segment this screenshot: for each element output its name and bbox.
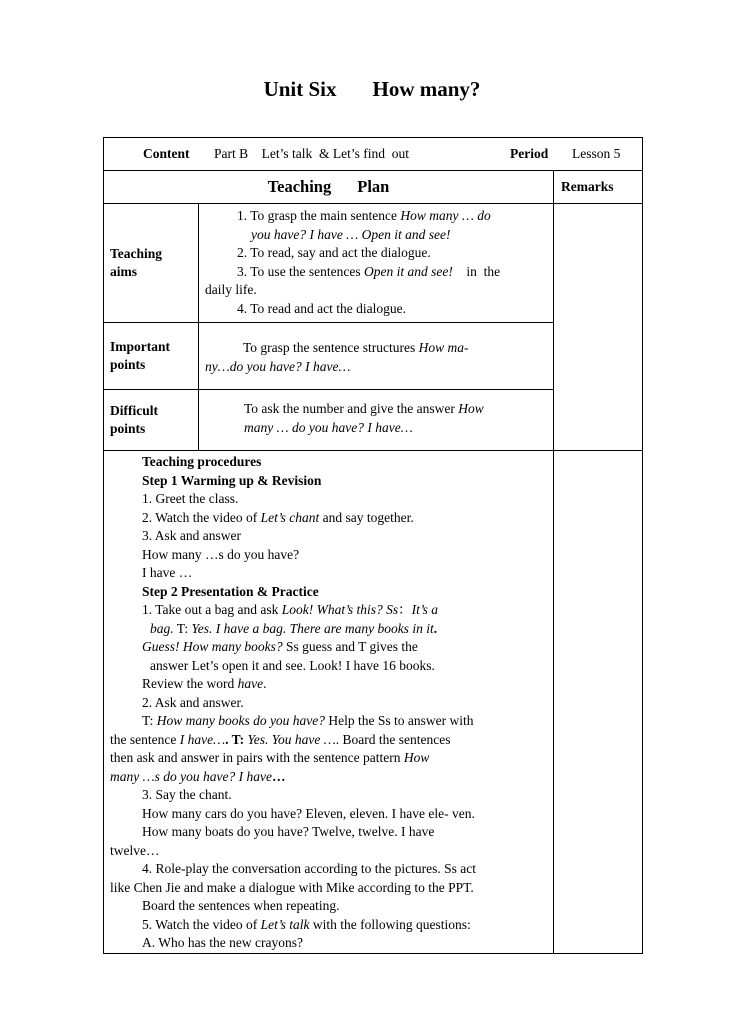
s1-2-italic: Let’s chant [260, 509, 320, 525]
page-title [0, 77, 744, 102]
p18-text: 5. Watch the video of [142, 916, 261, 932]
p8-text: the sentence [110, 731, 180, 747]
procedures-content [104, 451, 554, 954]
aim-1-line-2: you have? I have … Open it and see! [251, 226, 451, 242]
p2-italic: bag. [150, 620, 174, 636]
aim-3-line-2: daily life. [205, 282, 257, 297]
step-2-line-1 [110, 601, 547, 620]
step-2-line-10 [110, 768, 547, 787]
step-1-item-5: I have … [142, 565, 193, 580]
p7-tail: Help the Ss to answer with [325, 713, 474, 728]
plan-heading-row [104, 171, 643, 204]
p18-tail: with the following questions: [309, 916, 471, 932]
important-italic-1: How ma- [418, 340, 469, 355]
aims-label [104, 204, 199, 323]
p9-italic: How [403, 750, 430, 765]
p8-italic: I have… [179, 731, 226, 747]
remarks-cell-bottom [554, 451, 643, 954]
step-2-line-16: like Chen Jie and make a dialogue with Mike according to the PPT. [110, 879, 474, 895]
step-2-line-9 [110, 749, 547, 768]
plan-heading-cell [104, 171, 554, 204]
important-line-1 [205, 339, 527, 358]
step-2-line-4: answer Let’s open it and see. Look! I have 16 books. [150, 657, 435, 673]
step-2-line-7 [110, 712, 547, 731]
aim-3-italic: Open it and see! [364, 263, 453, 279]
unit-title: Unit Six [263, 77, 337, 101]
period-label: Period [510, 146, 549, 161]
plan-word: Plan [357, 176, 390, 196]
p3-text: Ss guess and T gives the [282, 639, 418, 654]
step-2-line-15: 4. Role-play the conversation according to the pictures. Ss act [142, 861, 477, 876]
p5-dot: . [263, 676, 267, 691]
step-1-heading: Step 1 Warming up & Revision [142, 472, 322, 488]
p1-italic-2: It’s a [411, 602, 439, 617]
aim-1-text: 1. To grasp the main sentence [237, 208, 401, 223]
aim-1-italic: How many … do [400, 208, 491, 223]
difficult-italic-1: How [458, 401, 484, 416]
step-2-line-2 [110, 620, 547, 639]
important-label [104, 323, 199, 390]
step-2-line-8 [110, 731, 547, 750]
difficult-line-1 [244, 400, 545, 419]
procedures-heading: Teaching procedures [142, 454, 262, 469]
aims-row [104, 204, 643, 323]
step-2-line-3 [110, 638, 547, 657]
p8-mid: . T: [225, 731, 248, 747]
step-2-line-12: How many cars do you have? Eleven, eleven. I have ele- ven. [142, 805, 475, 821]
lesson-plan-table [103, 137, 643, 954]
p10-italic: many …s do you have? I have [110, 768, 272, 784]
p8-tail: . Board the sentences [335, 731, 451, 747]
remarks-heading: Remarks [554, 171, 643, 204]
header-cell [104, 138, 643, 171]
p3-italic: Guess! How many books? [142, 639, 283, 654]
step-2-line-6: 2. Ask and answer. [142, 694, 244, 710]
p7-text: T: [142, 713, 157, 728]
p10-dots: … [271, 768, 286, 784]
content-label: Content [143, 146, 190, 161]
step-2-line-18 [110, 916, 547, 935]
step-2-line-11: 3. Say the chant. [142, 787, 232, 802]
p18-italic: Let’s talk [260, 916, 310, 932]
aim-2: 2. To read, say and act the dialogue. [237, 245, 431, 260]
p2-text: T: [173, 620, 192, 636]
aims-label-line-2: aims [110, 264, 137, 279]
important-label-line-1: Important [110, 338, 170, 354]
p1-text: 1. Take out a bag and ask [142, 602, 282, 617]
p9-text: then ask and answer in pairs with the sentence pattern [110, 750, 404, 765]
s1-2-tail: and say together. [319, 509, 414, 525]
important-label-line-2: points [110, 357, 146, 372]
p2-italic-2: Yes. I have a bag. There are many books in it [191, 620, 434, 636]
step-2-line-13: How many boats do you have? Twelve, twelve. I have [142, 824, 435, 839]
p8-italic-2: Yes. You have … [247, 731, 336, 747]
aim-3-text: 3. To use the sentences [237, 263, 365, 279]
step-2-line-17: Board the sentences when repeating. [142, 898, 340, 913]
aims-content [199, 204, 554, 323]
remarks-cell-top [554, 204, 643, 451]
step-1-item-4: How many …s do you have? [142, 546, 300, 562]
difficult-text: To ask the number and give the answer [244, 401, 459, 416]
p1-colon: ： [398, 602, 412, 617]
important-text: To grasp the sentence structures [243, 340, 419, 355]
aim-1-line-1 [205, 207, 545, 226]
difficult-label-line-2: points [110, 421, 146, 436]
s1-2-text: 2. Watch the video of [142, 509, 261, 525]
step-1-item-3: 3. Ask and answer [142, 528, 241, 543]
step-2-line-5 [110, 675, 547, 694]
difficult-content [199, 390, 554, 451]
topic-title: How many? [372, 77, 481, 101]
important-line-2: ny…do you have? I have… [205, 358, 351, 374]
step-2-line-19: A. Who has the new crayons? [142, 935, 303, 950]
important-content [199, 323, 554, 390]
aims-label-line-1: Teaching [110, 245, 163, 261]
step-1-item-2 [110, 509, 547, 528]
procedures-row [104, 451, 643, 954]
content-value: Part B Let’s talk & Let’s find out [214, 146, 409, 161]
difficult-line-2: many … do you have? I have… [244, 419, 413, 435]
p2-dot: . [433, 620, 438, 636]
p5-text: Review the word [142, 676, 238, 691]
p7-italic: How many books do you have? [156, 713, 326, 728]
teaching-word: Teaching [267, 176, 332, 196]
p5-italic: have [237, 676, 264, 691]
aim-3-line-1 [205, 263, 545, 282]
header-row [104, 138, 643, 171]
aim-4: 4. To read and act the dialogue. [237, 300, 406, 316]
difficult-label [104, 390, 199, 451]
step-2-line-14: twelve… [110, 842, 160, 858]
period-value: Lesson 5 [572, 146, 621, 161]
p1-italic: Look! What’s this? Ss [281, 602, 399, 617]
step-2-heading: Step 2 Presentation & Practice [142, 583, 319, 599]
step-1-item-1: 1. Greet the class. [142, 491, 239, 506]
difficult-label-line-1: Difficult [110, 402, 158, 418]
aim-3-tail: in the [452, 263, 501, 279]
